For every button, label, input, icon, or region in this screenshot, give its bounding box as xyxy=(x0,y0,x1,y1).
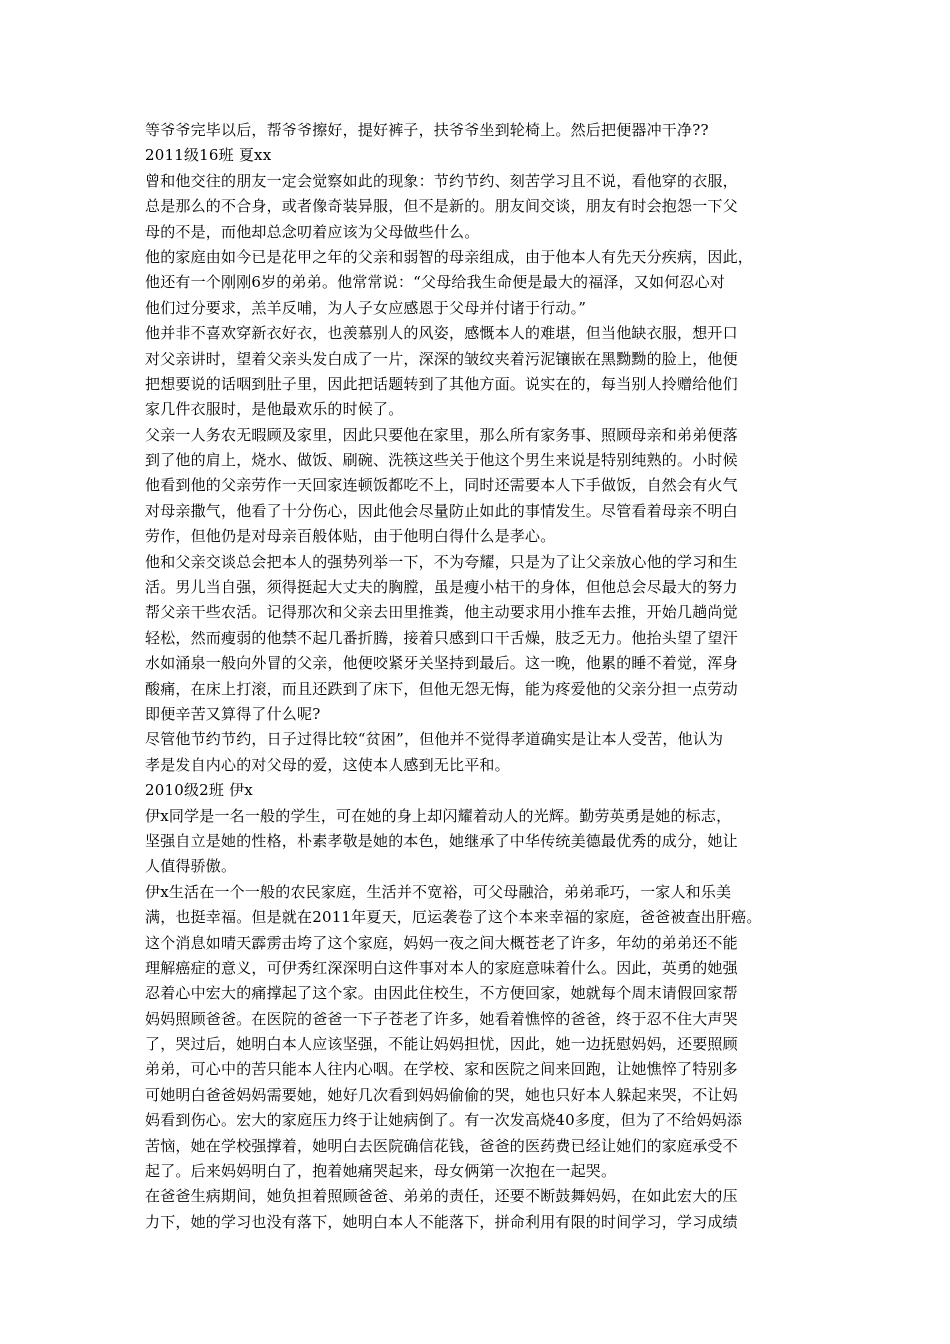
text-line: 等爷爷完毕以后，帮爷爷擦好，提好裤子，扶爷爷坐到轮椅上。然后把便器冲干净?? xyxy=(145,121,709,139)
text-line: 理解癌症的意义，可伊秀红深深明白这件事对本人的家庭意味着什么。因此，英勇的她强 xyxy=(145,958,738,977)
text-line: 弟弟，可心中的苦只能本人往内心咽。在学校、家和医院之间来回跑，让她憔悴了特别多 xyxy=(145,1060,738,1079)
text-line: 他的家庭由如今已是花甲之年的父亲和弱智的母亲组成，由于他本人有先天分疾病，因此， xyxy=(145,247,754,266)
document-page xyxy=(145,118,825,1235)
text-line: 苦恼，她在学校强撑着，她明白去医院确信花钱，爸爸的医药费已经让她们的家庭承受不 xyxy=(145,1136,738,1155)
text-line: 在爸爸生病期间，她负担着照顾爸爸、弟弟的责任，还要不断鼓舞妈妈，在如此宏大的压 xyxy=(145,1187,738,1206)
text-line: 对母亲撒气，他看了十分伤心，因此他会尽量防止如此的事情发生。尽管看着母亲不明白 xyxy=(145,501,738,520)
text-line: 到了他的肩上，烧水、做饭、刷碗、洗筷这些关于他这个男生来说是特别纯熟的。小时候 xyxy=(145,451,738,470)
text-line: 父亲一人务农无暇顾及家里，因此只要他在家里，那么所有家务事、照顾母亲和弟弟便落 xyxy=(145,425,738,444)
text-line: 满，也挺幸福。但是就在2011年夏天，厄运袭卷了这个本来幸福的家庭，爸爸被查出肝癌。 xyxy=(145,908,762,927)
text-line: 帮父亲干些农活。记得那次和父亲去田里推粪，他主动要求用小推车去推，开始几趟尚觉 xyxy=(145,603,738,622)
text-line: 尽管他节约节约，日子过得比较“贫困”，但他并不觉得孝道确实是让本人受苦，他认为 xyxy=(145,730,724,749)
text-line: 坚强自立是她的性格，朴素孝敬是她的本色，她继承了中华传统美德最优秀的成分，她让 xyxy=(145,831,738,850)
text-line: 把想要说的话咽到肚子里，因此把话题转到了其他方面。说实在的，每当别人拎赠给他们 xyxy=(145,374,738,393)
text-line: 了，哭过后，她明白本人应该坚强，不能让妈妈担忧，因此，她一边抚慰妈妈，还要照顾 xyxy=(145,1035,738,1054)
text-line: 水如涌泉一般向外冒的父亲，他便咬紧牙关坚持到最后。这一晚，他累的睡不着觉，浑身 xyxy=(145,654,738,673)
text-line: 忍着心中宏大的痛撑起了这个家。由因此住校生，不方便回家，她就每个周末请假回家帮 xyxy=(145,984,738,1003)
text-line: 劳作，但他仍是对母亲百般体贴，由于他明白得什么是孝心。 xyxy=(145,527,556,546)
text-line: 总是那么的不合身，或者像奇装异服，但不是新的。朋友间交谈，朋友有时会抱怨一下父 xyxy=(145,197,738,216)
text-line: 母的不是，而他却总念叨着应该为父母做些什么。 xyxy=(145,222,480,241)
text-line: 酸痛，在床上打滚，而且还跌到了床下，但他无怨无悔，能为疼爱他的父亲分担一点劳动 xyxy=(145,679,738,698)
text-line: 曾和他交往的朋友一定会觉察如此的现象：节约节约、刻苦学习且不说，看他穿的衣服， xyxy=(145,171,738,190)
text-line: 他和父亲交谈总会把本人的强势列举一下，不为夸耀，只是为了让父亲放心他的学习和生 xyxy=(145,552,738,571)
text-line: 2011级16班 夏xx xyxy=(145,146,272,165)
text-line: 妈看到伤心。宏大的家庭压力终于让她病倒了。有一次发高烧40多度，但为了不给妈妈添 xyxy=(145,1111,743,1130)
text-line: 伊x生活在一个一般的农民家庭，生活并不宽裕，可父母融洽，弟弟乖巧，一家人和乐美 xyxy=(145,882,732,901)
text-line: 他并非不喜欢穿新衣好衣，也羡慕别人的风姿，感慨本人的难堪，但当他缺衣服，想开口 xyxy=(145,324,738,343)
text-line: 伊x同学是一名一般的学生，可在她的身上却闪耀着动人的光辉。勤劳英勇是她的标志， xyxy=(145,806,732,825)
text-line: 人值得骄傲。 xyxy=(145,857,237,876)
text-line: 力下，她的学习也没有落下，她明白本人不能落下，拼命利用有限的时间学习，学习成绩 xyxy=(145,1212,738,1231)
text-line: 轻松，然而瘦弱的他禁不起几番折腾，接着只感到口干舌燥，肢乏无力。他抬头望了望汗 xyxy=(145,628,738,647)
text-line: 2010级2班 伊x xyxy=(145,781,253,800)
text-line: 这个消息如晴天霹雳击垮了这个家庭，妈妈一夜之间大概苍老了许多，年幼的弟弟还不能 xyxy=(145,933,738,952)
text-line: 他还有一个刚刚6岁的弟弟。他常常说：“父母给我生命便是最大的福泽，又如何忍心对 xyxy=(145,273,726,292)
text-line: 活。男儿当自强，须得挺起大丈夫的胸膛，虽是瘦小枯干的身体，但他总会尽最大的努力 xyxy=(145,578,738,597)
text-line: 起了。后来妈妈明白了，抱着她痛哭起来，母女俩第一次抱在一起哭。 xyxy=(145,1162,617,1181)
text-line: 他们过分要求，羔羊反哺，为人子女应感恩于父母并付诸于行动。” xyxy=(145,298,587,317)
text-line: 对父亲讲时，望着父亲头发白成了一片，深深的皱纹夹着污泥镶嵌在黑黝黝的脸上，他便 xyxy=(145,349,738,368)
text-line: 孝是发自内心的对父母的爱，这使本人感到无比平和。 xyxy=(145,755,510,774)
text-line: 妈妈照顾爸爸。在医院的爸爸一下子苍老了许多，她看着憔悴的爸爸，终于忍不住大声哭 xyxy=(145,1009,738,1028)
text-line: 他看到他的父亲劳作一天回家连顿饭都吃不上，同时还需要本人下手做饭，自然会有火气 xyxy=(145,476,738,495)
text-line: 可她明白爸爸妈妈需要她，她好几次看到妈妈偷偷的哭，她也只好本人躲起来哭，不让妈 xyxy=(145,1085,738,1104)
text-line: 即便辛苦又算得了什么呢? xyxy=(145,704,321,723)
text-line: 家几件衣服时，是他最欢乐的时候了。 xyxy=(145,400,404,419)
